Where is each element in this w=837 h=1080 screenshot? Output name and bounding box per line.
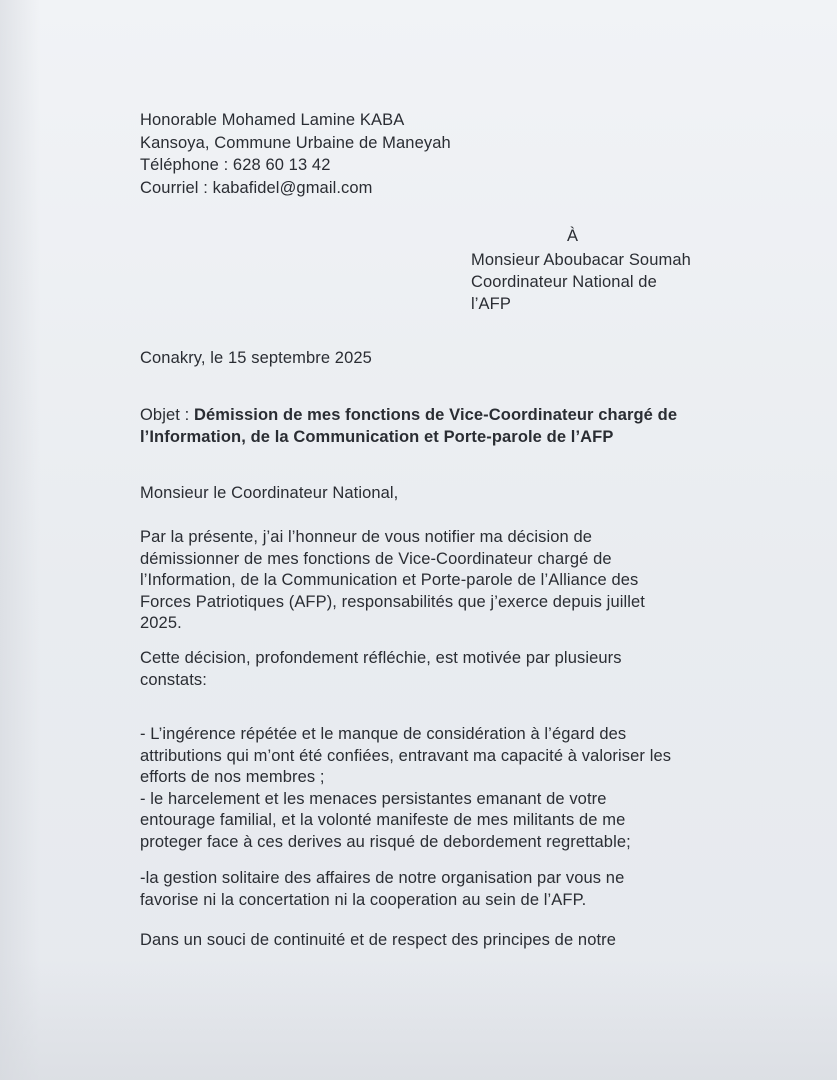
paragraph-line: constats: xyxy=(140,670,207,689)
sender-email: Courriel : kabafidel@gmail.com xyxy=(140,178,373,197)
paragraph-line: Par la présente, j’ai l’honneur de vous notifier ma décision de xyxy=(140,528,593,546)
paragraph-line: démissionner de mes fonctions de Vice-Coordinateur chargé de xyxy=(140,549,612,568)
subject-prefix: Objet : xyxy=(140,406,194,424)
sender-phone: Téléphone : 628 60 13 42 xyxy=(140,156,331,174)
paragraph-line: Cette décision, profondement réfléchie, est motivée par plusieurs xyxy=(140,649,622,667)
paragraph-line: Forces Patriotiques (AFP), responsabilités que j’exerce depuis juillet xyxy=(140,592,645,611)
recipient-name: Monsieur Aboubacar Soumah xyxy=(471,251,691,269)
bullet-list xyxy=(140,724,671,853)
sender-address: Kansoya, Commune Urbaine de Maneyah xyxy=(140,133,451,152)
bullet-item-3 xyxy=(140,868,624,911)
paragraph-2 xyxy=(140,648,622,691)
date-line: Conakry, le 15 septembre 2025 xyxy=(140,349,372,367)
bullet-line: entourage familial, et la volonté manifeste de mes militants de me xyxy=(140,811,626,829)
subject-title-part1: Démission de mes fonctions de Vice-Coordinateur chargé de xyxy=(194,406,678,424)
subject-block xyxy=(140,405,677,448)
recipient-title-line2: l’AFP xyxy=(471,295,511,313)
subject-line1 xyxy=(140,405,677,427)
sender-name: Honorable Mohamed Lamine KABA xyxy=(140,111,405,129)
recipient-title-line1: Coordinateur National de xyxy=(471,273,657,291)
salutation: Monsieur le Coordinateur National, xyxy=(140,484,399,502)
bullet-line: attributions qui m’ont été confiées, entravant ma capacité à valoriser les xyxy=(140,746,672,765)
bullet-line: - le harcelement et les menaces persistantes emanant de votre xyxy=(140,789,607,808)
recipient-to-mark: À xyxy=(567,227,579,245)
closing-line: Dans un souci de continuité et de respect des principes de notre xyxy=(140,931,617,949)
bullet-line: efforts de nos membres ; xyxy=(140,768,325,786)
subject-title-part2: l’Information, de la Communication et Porte-parole de l’AFP xyxy=(140,427,614,446)
paragraph-line: 2025. xyxy=(140,614,182,632)
sender-block xyxy=(140,110,451,200)
paragraph-1 xyxy=(140,527,645,635)
bullet-line: -la gestion solitaire des affaires de notre organisation par vous ne xyxy=(140,869,625,887)
bullet-line: proteger face à ces derives au risqué de debordement regrettable; xyxy=(140,832,631,851)
paragraph-line: l’Information, de la Communication et Porte-parole de l’Alliance des xyxy=(140,571,639,589)
page-shadow-bottom xyxy=(0,960,837,1080)
bullet-line: - L’ingérence répétée et le manque de considération à l’égard des xyxy=(140,725,627,743)
subject-line2 xyxy=(140,427,677,449)
recipient-block xyxy=(471,226,691,316)
bullet-line: favorise ni la concertation ni la cooperation au sein de l’AFP. xyxy=(140,890,587,909)
page-shadow-left xyxy=(0,0,40,1080)
